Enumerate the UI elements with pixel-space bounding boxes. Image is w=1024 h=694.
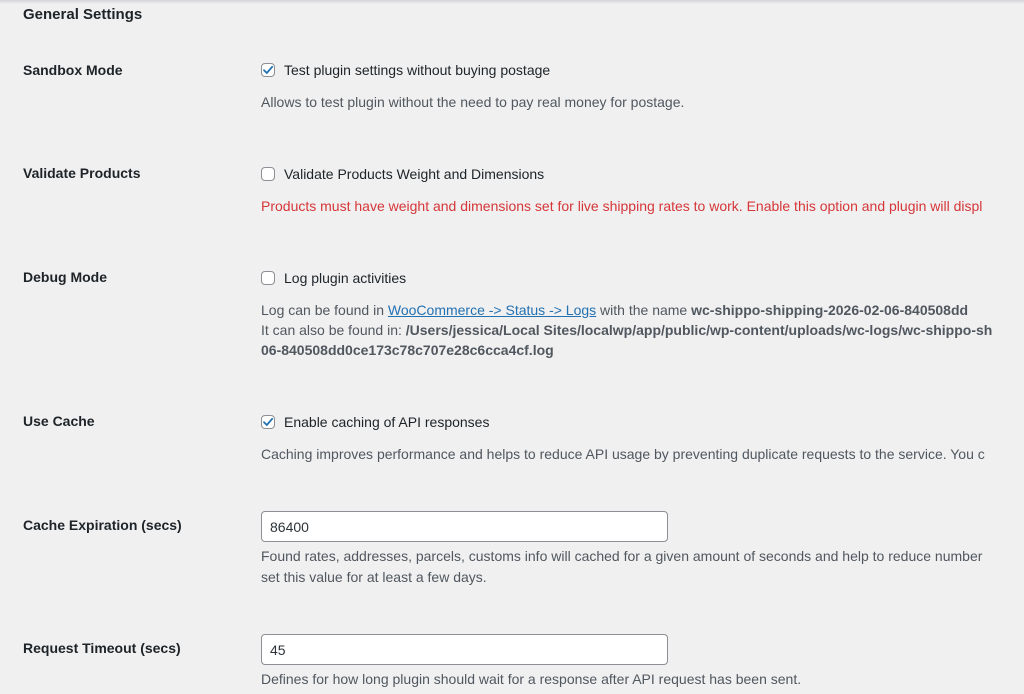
log-name-prefix: with the name (596, 302, 692, 318)
log-location-prefix: Log can be found in (261, 302, 388, 318)
log-file-name: wc-shippo-shipping-2026-02-06-840508dd (691, 302, 969, 318)
debug-mode-option[interactable] (261, 270, 406, 286)
debug-mode-log-path-cont (261, 340, 554, 360)
debug-mode-checkbox-label[interactable]: Log plugin activities (284, 270, 407, 286)
request-timeout-description: Defines for how long plugin should wait for a response after API request has been sent. (261, 671, 802, 687)
request-timeout-input[interactable] (261, 634, 668, 665)
cache-expiration-description: Found rates, addresses, parcels, customs info will cached for a given amount of seconds and help to reduce number (261, 548, 983, 564)
use-cache-checkbox[interactable] (261, 415, 275, 429)
validate-products-option[interactable] (261, 166, 544, 182)
use-cache-label: Use Cache (23, 413, 95, 429)
woocommerce-logs-link[interactable]: WooCommerce -> Status -> Logs (387, 302, 597, 318)
cache-expiration-description-cont: set this value for at least a few days. (261, 569, 487, 585)
validate-products-checkbox[interactable] (261, 167, 275, 181)
section-title: General Settings (23, 6, 143, 23)
log-path-value-cont: 06-840508dd0ce173c78c707e28c6cca4cf.log (261, 342, 554, 358)
checkmark-icon (262, 64, 274, 76)
use-cache-option[interactable] (261, 414, 489, 430)
sandbox-mode-description: Allows to test plugin without the need to pay real money for postage. (261, 94, 685, 110)
sandbox-mode-checkbox[interactable] (261, 63, 275, 77)
debug-mode-log-location (261, 300, 968, 320)
cache-expiration-label: Cache Expiration (secs) (23, 517, 182, 533)
cache-expiration-input[interactable] (261, 511, 668, 542)
checkmark-icon (262, 416, 274, 428)
debug-mode-checkbox[interactable] (261, 271, 275, 285)
validate-products-warning: Products must have weight and dimensions set for live shipping rates to work. Enable this option and plugin will displ (261, 198, 983, 214)
request-timeout-label: Request Timeout (secs) (23, 640, 181, 656)
validate-products-label: Validate Products (23, 165, 141, 181)
use-cache-description: Caching improves performance and helps to reduce API usage by preventing duplicate requests to the service. You c (261, 446, 985, 462)
use-cache-checkbox-label[interactable]: Enable caching of API responses (284, 414, 490, 430)
sandbox-mode-option[interactable] (261, 62, 550, 78)
debug-mode-log-path (261, 320, 992, 340)
sandbox-mode-checkbox-label[interactable]: Test plugin settings without buying postage (284, 62, 551, 78)
validate-products-checkbox-label[interactable]: Validate Products Weight and Dimensions (284, 166, 545, 182)
log-path-prefix: It can also be found in: (261, 322, 406, 338)
debug-mode-label: Debug Mode (23, 269, 107, 285)
top-shadow (0, 0, 1024, 4)
sandbox-mode-label: Sandbox Mode (23, 62, 123, 78)
log-path-value: /Users/jessica/Local Sites/localwp/app/public/wp-content/uploads/wc-logs/wc-shippo-sh (405, 322, 993, 338)
